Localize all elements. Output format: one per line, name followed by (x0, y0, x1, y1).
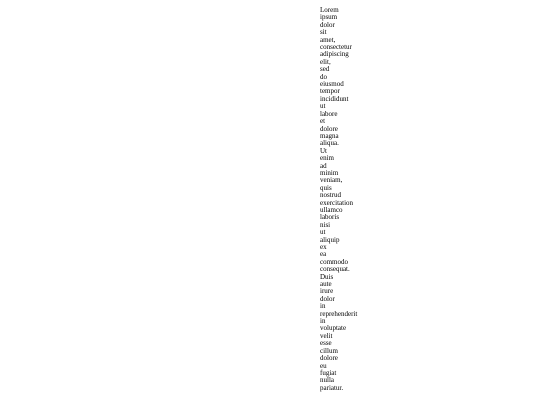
body-text-word: eiusmod (320, 80, 344, 89)
body-text-word: pariatur. (320, 383, 344, 392)
body-text-word: dolore (320, 124, 338, 133)
body-text-column (320, 7, 380, 392)
body-text-word: ea (320, 250, 327, 259)
body-text-word: et (320, 117, 326, 126)
body-text-word: Duis (320, 272, 334, 281)
body-text-word: aliqua. (320, 139, 339, 148)
body-text-word: nulla (320, 376, 334, 385)
body-text-word: dolor (320, 20, 335, 29)
body-text-word: ipsum (320, 13, 338, 22)
body-text-word: sed (320, 65, 330, 74)
body-text-word: ullamco (320, 205, 343, 214)
body-text-word: eu (320, 361, 327, 370)
body-text-word: do (320, 72, 327, 81)
body-text-word: incididunt (320, 94, 349, 103)
body-text-word: nostrud (320, 191, 341, 200)
body-text-word: esse (320, 339, 332, 348)
body-text-word: fugiat (320, 368, 337, 377)
body-text-word: ad (320, 161, 327, 170)
body-text-word: minim (320, 168, 339, 177)
body-text-word: magna (320, 131, 339, 140)
body-text-word: ut (320, 102, 326, 111)
body-text-word: enim (320, 154, 334, 163)
body-text-word: Ut (320, 146, 327, 155)
body-text-word: aliquip (320, 235, 340, 244)
body-text-word: voluptate (320, 324, 347, 333)
body-text-word: labore (320, 109, 338, 118)
body-text-word: nisi (320, 220, 331, 229)
body-text-word: aute (320, 280, 332, 289)
body-text-word: tempor (320, 87, 340, 96)
body-text-word: sit (320, 28, 327, 37)
body-text-word: cillum (320, 346, 338, 355)
body-text-word: irure (320, 287, 334, 296)
body-text-word: amet, (320, 35, 336, 44)
body-text-word: ex (320, 243, 327, 251)
body-text-word: in (320, 302, 326, 311)
body-text-word: laboris (320, 213, 340, 222)
body-text-word: adipiscing (320, 50, 349, 59)
body-text-word: velit (320, 331, 333, 340)
body-text-word: dolor (320, 294, 335, 303)
body-text-word: quis (320, 183, 332, 192)
body-text-word: dolore (320, 354, 338, 363)
body-text-word: consequat. (320, 265, 350, 274)
body-text-word: consectetur (320, 43, 352, 52)
body-text-word: in (320, 317, 326, 326)
body-text-word: elit, (320, 57, 331, 66)
body-text-word: veniam, (320, 176, 343, 185)
body-text-word: commodo (320, 257, 348, 266)
body-text-word: reprehenderit (320, 309, 358, 318)
body-text-word: exercitation (320, 198, 354, 207)
body-text-word: ut (320, 228, 326, 237)
body-text-word: Lorem (320, 6, 339, 14)
